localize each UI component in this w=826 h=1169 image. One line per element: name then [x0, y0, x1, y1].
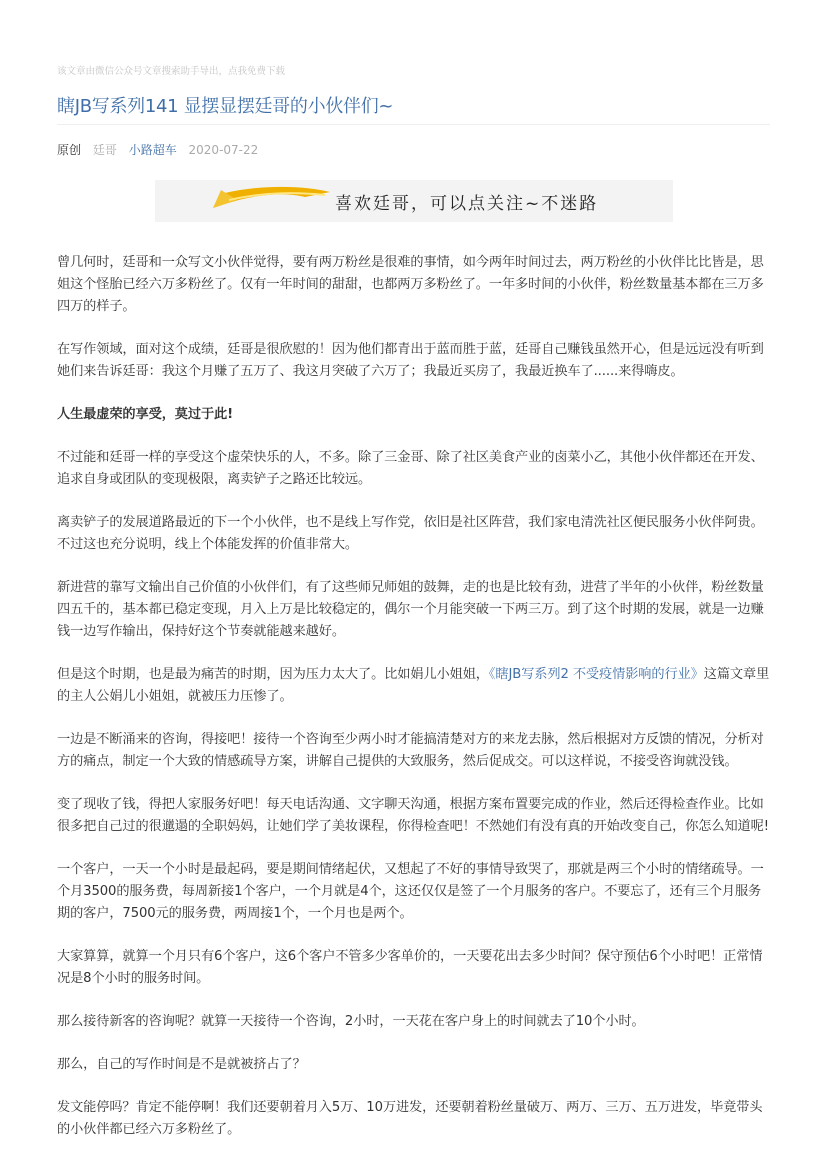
- paragraph-text: 但是这个时期，也是最为痛苦的时期，因为压力太大了。比如娟儿小姐姐，: [57, 667, 489, 682]
- paragraph: 离卖铲子的发展道路最近的下一个小伙伴，也不是线上写作党，依旧是社区阵营，我们家电清洗社区便民服务小伙伴阿贵。不过这也充分说明，线上个体能发挥的价值非常大。: [57, 515, 764, 552]
- article-meta: [57, 141, 266, 158]
- publish-date: 2020-07-22: [188, 143, 259, 157]
- banner-text: 喜欢廷哥，可以点关注~不迷路: [335, 194, 599, 214]
- follow-banner: [155, 180, 673, 222]
- article-title: 瞎JB写系列141 显摆显摆廷哥的小伙伴们~: [57, 96, 394, 117]
- paragraph: 变了现收了钱，得把人家服务好吧！每天电话沟通、文字聊天沟通，根据方案布置要完成的作业，然后还得检查作业。比如很多把自己过的很邋遢的全职妈妈，让她们学了美妆课程，你得检查吧！不然她们有没有真的开始改变自己，你怎么知道呢!: [57, 797, 769, 834]
- paragraph: 曾几何时，廷哥和一众写文小伙伴觉得，要有两万粉丝是很难的事情，如今两年时间过去，两万粉丝的小伙伴比比皆是，思姐这个怪胎已经六万多粉丝了。仅有一年时间的甜甜，也都两万多粉丝了。一年多时间的小伙伴，粉丝数量基本都在三万多四万的样子。: [57, 255, 764, 314]
- paragraph: 新进营的靠写文输出自己价值的小伙伴们，有了这些师兄师姐的鼓舞，走的也是比较有劲，进营了半年的小伙伴，粉丝数量四五千的，基本都已稳定变现，月入上万是比较稳定的，偶尔一个月能突破一下两三万。到了这个时期的发展，就是一边赚钱一边写作输出，保持好这个节奏就能越来越好。: [57, 580, 764, 639]
- paragraph-text: 这篇文章里的主人公娟儿小姐姐，就被压力压惨了。: [57, 667, 770, 704]
- paragraph: 在写作领域，面对这个成绩，廷哥是很欣慰的！因为他们都青出于蓝而胜于蓝，廷哥自己赚钱虽然开心，但是远远没有听到她们来告诉廷哥：我这个月赚了五万了、我这月突破了六万了；我最近买房了，我最近换车了......来得嗨皮。: [57, 342, 764, 379]
- paragraph: 一边是不断涌来的咨询，得接吧！接待一个咨询至少两小时才能搞清楚对方的来龙去脉，然后根据对方反馈的情况，分析对方的痛点，制定一个大致的情感疏导方案，讲解自己提供的大致服务，然后促成交。可以这样说，不接受咨询就没钱。: [57, 732, 764, 769]
- paragraph: 那么，自己的写作时间是不是就被挤占了？: [57, 1057, 306, 1072]
- highlight-paragraph: 人生最虚荣的享受，莫过于此!: [57, 407, 234, 422]
- account-link[interactable]: 小路超车: [128, 143, 177, 157]
- paragraph: 一个客户，一天一个小时是最起码，要是期间情绪起伏，又想起了不好的事情导致哭了，那就是两三个小时的情绪疏导。一个月3500的服务费，每周新接1个客户，一个月就是4个，这还仅仅是签了一个月服务的客户。不要忘了，还有三个月服务期的客户，7500元的服务费，两周接1个，一个月也是两个。: [57, 862, 764, 921]
- article-link[interactable]: 《瞎JB写系列2 不受疫情影响的行业》: [488, 667, 704, 682]
- title-divider: [57, 124, 770, 125]
- paragraph: 大家算算，就算一个月只有6个客户，这6个客户不管多少客单价的，一天要花出去多少时间？保守预估6个小时吧！正常情况是8个小时的服务时间。: [57, 949, 763, 986]
- original-label: 原创: [57, 143, 82, 157]
- paragraph: 不过能和廷哥一样的享受这个虚荣快乐的人，不多。除了三金哥、除了社区美食产业的卤菜小乙，其他小伙伴都还在开发、追求自身或团队的变现极限，离卖铲子之路还比较远。: [57, 450, 764, 487]
- author-name: 廷哥: [92, 143, 117, 157]
- article-body: [57, 252, 770, 1162]
- export-notice-link[interactable]: 该文章由微信公众号文章搜索助手导出，点我免费下载: [57, 66, 286, 77]
- paragraph: 那么接待新客的咨询呢？就算一天接待一个咨询，2小时，一天花在客户身上的时间就去了10个小时。: [57, 1014, 645, 1029]
- paragraph: 发文能停吗？肯定不能停啊！我们还要朝着月入5万、10万进发，还要朝着粉丝量破万、两万、三万、五万进发，毕竟带头的小伙伴都已经六万多粉丝了。: [57, 1100, 763, 1137]
- paragraph: [57, 664, 770, 708]
